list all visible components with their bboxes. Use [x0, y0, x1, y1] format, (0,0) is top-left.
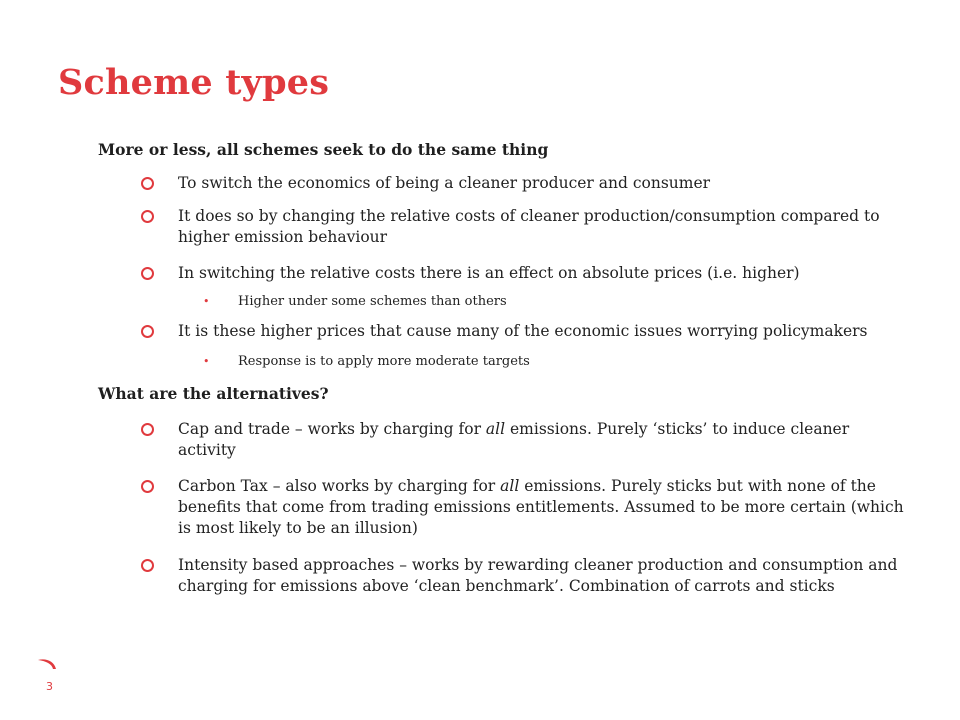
bullet-item: It does so by changing the relative costs of cleaner production/consumption compared to higher emission behaviour — [141, 206, 911, 248]
bullet-item: Intensity based approaches – works by rewarding cleaner production and consumption and charging for emissions above ‘clean benchmark’. Combination of carrots and sticks — [141, 555, 911, 597]
bullet-item: Carbon Tax – also works by charging for all emissions. Purely sticks but with none of the benefits that come from trading emissions entitlements. Assumed to be more certain (which is most likely to be an illusion) — [141, 476, 911, 539]
dot-bullet-icon: • — [203, 355, 210, 368]
ring-bullet-icon — [141, 267, 154, 280]
bullet-item: It is these higher prices that cause many of the economic issues worrying policymakers — [141, 321, 911, 342]
ring-bullet-icon — [141, 423, 154, 436]
section-heading-2: What are the alternatives? — [98, 384, 329, 403]
sub-bullet-item: • Higher under some schemes than others — [203, 294, 507, 309]
ring-bullet-icon — [141, 210, 154, 223]
dot-bullet-icon: • — [203, 295, 210, 308]
swoosh-logo-icon — [36, 657, 60, 679]
ring-bullet-icon — [141, 325, 154, 338]
sub-bullet-item: • Response is to apply more moderate targets — [203, 354, 530, 369]
section-heading-1: More or less, all schemes seek to do the same thing — [98, 140, 549, 159]
bullet-item: In switching the relative costs there is an effect on absolute prices (i.e. higher) — [141, 263, 911, 284]
ring-bullet-icon — [141, 177, 154, 190]
page-number: 3 — [46, 680, 53, 693]
bullet-item: To switch the economics of being a cleaner producer and consumer — [141, 173, 911, 194]
bullet-item: Cap and trade – works by charging for all emissions. Purely ‘sticks’ to induce cleaner activity — [141, 419, 911, 461]
ring-bullet-icon — [141, 559, 154, 572]
ring-bullet-icon — [141, 480, 154, 493]
slide-title: Scheme types — [58, 62, 330, 103]
